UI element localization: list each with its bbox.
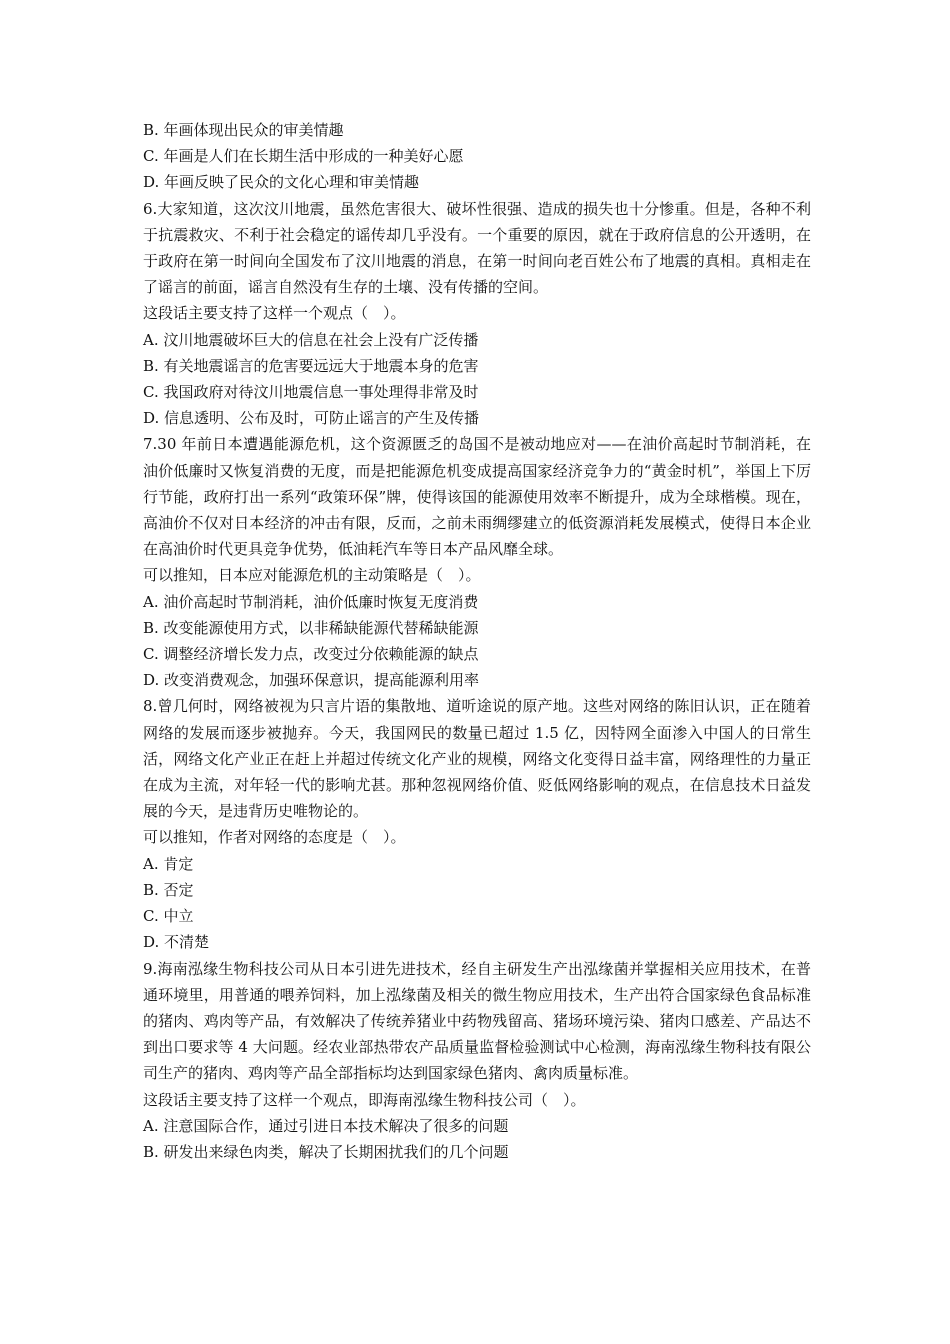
option-line: B. 否定 [143, 880, 194, 899]
option-line: C. 我国政府对待汶川地震信息一事处理得非常及时 [143, 383, 479, 402]
question-prompt: 可以推知，日本应对能源危机的主动策略是（ ）。 [143, 566, 481, 585]
option-line: D. 改变消费观念，加强环保意识，提高能源利用率 [143, 671, 480, 690]
question-stem: 6.大家知道，这次汶川地震，虽然危害很大、破坏性很强、造成的损失也十分惨重。但是，各种不利于抗震救灾、不利于社会稳定的谣传却几乎没有。一个重要的原因，就在于政府信息的公开透明，在于政府在第一时间向全国发布了汶川地震的消息，在第一时间向老百姓公布了地震的真相。真相走在了谣言的前面，谣言自然没有生存的土壤、没有传播的空间。 [143, 199, 811, 297]
question-stem: 7.30 年前日本遭遇能源危机，这个资源匮乏的岛国不是被动地应对——在油价高起时节制消耗，在油价低廉时又恢复消费的无度，而是把能源危机变成提高国家经济竞争力的“黄金时机”，举国上下厉行节能，政府打出一系列“政策环保”牌，使得该国的能源使用效率不断提升，成为全球楷模。现在，高油价不仅对日本经济的冲击有限，反而，之前未雨绸缪建立的低资源消耗发展模式，使得日本企业在高油价时代更具竞争优势，低油耗汽车等日本产品风靡全球。 [143, 435, 811, 559]
question-prompt: 这段话主要支持了这样一个观点（ ）。 [143, 304, 406, 323]
option-line: C. 调整经济增长发力点，改变过分依赖能源的缺点 [143, 645, 479, 664]
option-line: A. 汶川地震破坏巨大的信息在社会上没有广泛传播 [143, 330, 479, 349]
option-line: A. 注意国际合作，通过引进日本技术解决了很多的问题 [143, 1116, 509, 1135]
option-line: D. 年画反映了民众的文化心理和审美情趣 [143, 173, 420, 192]
question-8 [143, 693, 811, 955]
question-prompt: 这段话主要支持了这样一个观点，即海南泓缘生物科技公司（ ）。 [143, 1090, 586, 1109]
option-line: D. 不清楚 [143, 933, 210, 952]
option-line: B. 研发出来绿色肉类，解决了长期困扰我们的几个问题 [143, 1142, 509, 1161]
option-line: B. 有关地震谣言的危害要远远大于地震本身的危害 [143, 356, 479, 375]
option-line: D. 信息透明、公布及时，可防止谣言的产生及传播 [143, 409, 480, 428]
question-prompt: 可以推知，作者对网络的态度是（ ）。 [143, 828, 406, 847]
question-7 [143, 431, 811, 693]
option-line: B. 改变能源使用方式，以非稀缺能源代替稀缺能源 [143, 618, 479, 637]
question-9 [143, 956, 811, 1166]
lead-options [143, 117, 811, 196]
option-line: A. 油价高起时节制消耗，油价低廉时恢复无度消费 [143, 592, 479, 611]
question-stem: 8.曾几何时，网络被视为只言片语的集散地、道听途说的原产地。这些对网络的陈旧认识，正在随着网络的发展而逐步被抛弃。今天，我国网民的数量已超过 1.5 亿，因特网全面渗入中国人的日常生活，网络文化产业正在赶上并超过传统文化产业的规模，网络文化变得日益丰富，网络理性的力量正在成为主流，对年轻一代的影响尤甚。那种忽视网络价值、贬低网络影响的观点，在信息技术日益发展的今天，是违背历史唯物论的。 [143, 697, 811, 821]
document-page [143, 117, 811, 1165]
option-line: A. 肯定 [143, 854, 194, 873]
question-stem: 9.海南泓缘生物科技公司从日本引进先进技术，经自主研发生产出泓缘菌并掌握相关应用技术，在普通环境里，用普通的喂养饲料，加上泓缘菌及相关的微生物应用技术，生产出符合国家绿色食品标准的猪肉、鸡肉等产品，有效解决了传统养猪业中药物残留高、猪场环境污染、猪肉口感差、产品达不到出口要求等 4 大问题。经农业部热带农产品质量监督检验测试中心检测，海南泓缘生物科技有限公司生产的猪肉、鸡肉等产品全部指标均达到国家绿色猪肉、禽肉质量标准。 [143, 959, 811, 1083]
question-6 [143, 196, 811, 432]
option-line: C. 中立 [143, 907, 194, 926]
option-line: B. 年画体现出民众的审美情趣 [143, 121, 344, 139]
option-line: C. 年画是人们在长期生活中形成的一种美好心愿 [143, 147, 464, 166]
